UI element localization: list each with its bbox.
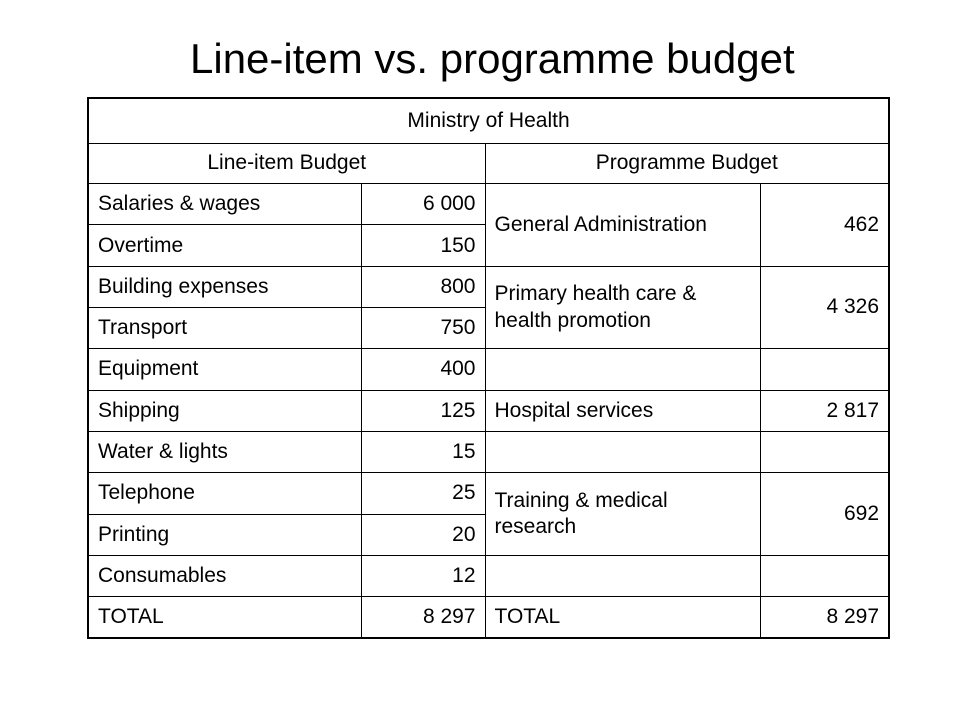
programme-empty-cell <box>485 349 760 390</box>
line-item-value: 20 <box>361 514 485 555</box>
line-item-label: Consumables <box>88 555 361 596</box>
programme-empty-cell <box>760 555 889 596</box>
table-row <box>88 184 889 225</box>
line-item-label: Water & lights <box>88 431 361 472</box>
programme-label: Primary health care & health promotion <box>485 266 760 349</box>
table-row <box>88 349 889 390</box>
programme-label: Training & medical research <box>485 473 760 556</box>
ministry-header: Ministry of Health <box>88 98 889 143</box>
total-row <box>88 597 889 638</box>
line-item-value: 400 <box>361 349 485 390</box>
line-item-budget-header: Line-item Budget <box>88 143 485 183</box>
line-item-label: Equipment <box>88 349 361 390</box>
line-item-value: 800 <box>361 266 485 307</box>
table-subheader-row <box>88 143 889 183</box>
programme-label: Hospital services <box>485 390 760 431</box>
line-item-label: Building expenses <box>88 266 361 307</box>
line-item-label: Printing <box>88 514 361 555</box>
line-item-value: 750 <box>361 308 485 349</box>
line-item-value: 12 <box>361 555 485 596</box>
line-item-label: Shipping <box>88 390 361 431</box>
programme-empty-cell <box>485 555 760 596</box>
programme-value: 2 817 <box>760 390 889 431</box>
table-row <box>88 431 889 472</box>
programme-total-value: 8 297 <box>760 597 889 638</box>
table-row <box>88 473 889 514</box>
line-item-total-label: TOTAL <box>88 597 361 638</box>
table-row <box>88 555 889 596</box>
table-row <box>88 266 889 307</box>
line-item-total-value: 8 297 <box>361 597 485 638</box>
page-title: Line-item vs. programme budget <box>190 35 795 82</box>
table-header-row <box>88 98 889 143</box>
programme-empty-cell <box>760 431 889 472</box>
programme-value: 692 <box>760 473 889 556</box>
line-item-label: Telephone <box>88 473 361 514</box>
line-item-value: 6 000 <box>361 184 485 225</box>
table-row <box>88 390 889 431</box>
programme-value: 4 326 <box>760 266 889 349</box>
line-item-value: 150 <box>361 225 485 266</box>
programme-empty-cell <box>760 349 889 390</box>
programme-empty-cell <box>485 431 760 472</box>
programme-total-label: TOTAL <box>485 597 760 638</box>
budget-table <box>87 97 890 639</box>
line-item-label: Salaries & wages <box>88 184 361 225</box>
line-item-value: 15 <box>361 431 485 472</box>
programme-label: General Administration <box>485 184 760 267</box>
programme-value: 462 <box>760 184 889 267</box>
programme-budget-header: Programme Budget <box>485 143 889 183</box>
line-item-label: Transport <box>88 308 361 349</box>
line-item-value: 25 <box>361 473 485 514</box>
line-item-label: Overtime <box>88 225 361 266</box>
line-item-value: 125 <box>361 390 485 431</box>
